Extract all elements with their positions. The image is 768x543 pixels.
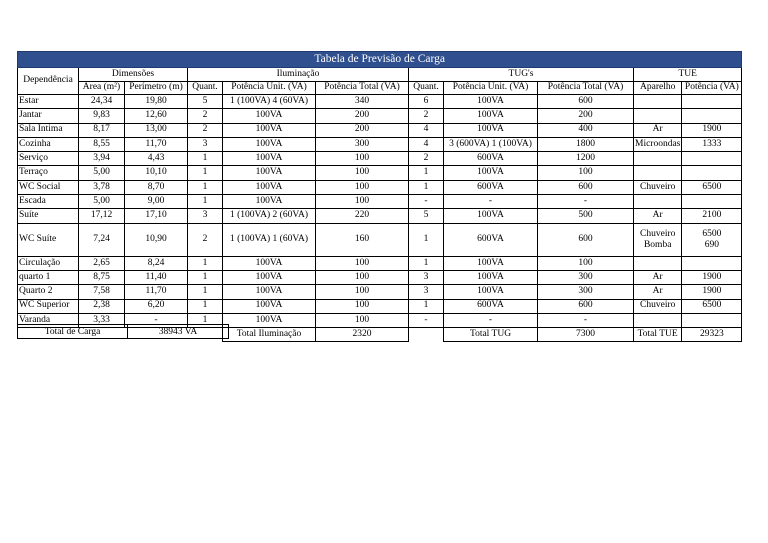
cell-pot-total-tug: 600 — [538, 223, 634, 256]
cell-aparelho: Ar — [634, 123, 682, 137]
table-row — [18, 152, 742, 166]
cell-aparelho — [634, 256, 682, 270]
cell-potencia-tue: 6500 — [682, 299, 742, 313]
table-row — [18, 123, 742, 137]
cell-quant-tug: 3 — [409, 270, 444, 284]
total-tug-label: Total TUG — [444, 328, 538, 342]
cell-pot-unit-tug: 100VA — [444, 270, 538, 284]
cell-pot-unit-iluminacao: 100VA — [223, 299, 316, 313]
cell-pot-unit-tug: 100VA — [444, 109, 538, 123]
cell-aparelho-line: Bomba — [643, 239, 672, 250]
cell-aparelho — [634, 95, 682, 109]
cell-dependencia: WC Suíte — [18, 223, 79, 256]
cell-potencia-tue: 6500 — [682, 180, 742, 194]
cell-dependencia: Terraço — [18, 166, 79, 180]
cell-pot-total-tug: 300 — [538, 270, 634, 284]
cell-dependencia: Cozinha — [18, 137, 79, 151]
total-tue-label: Total TUE — [634, 328, 682, 342]
cell-aparelho: Ar — [634, 209, 682, 223]
cell-pot-total-iluminacao: 100 — [316, 270, 409, 284]
table-row — [18, 209, 742, 223]
cell-pot-unit-iluminacao: 100VA — [223, 180, 316, 194]
cell-aparelho — [634, 195, 682, 209]
cell-aparelho — [634, 152, 682, 166]
cell-quant-iluminacao: 1 — [188, 313, 223, 327]
cell-potencia-tue: 2100 — [682, 209, 742, 223]
cell-area: 9,83 — [79, 109, 125, 123]
cell-potencia-tue — [682, 195, 742, 209]
cell-area: 2,65 — [79, 256, 125, 270]
cell-pot-unit-iluminacao: 100VA — [223, 195, 316, 209]
total-iluminacao-label: Total Iluminação — [223, 328, 316, 342]
cell-perimetro: 13,00 — [125, 123, 188, 137]
cell-perimetro: 12,60 — [125, 109, 188, 123]
cell-pot-total-tug: - — [538, 195, 634, 209]
cell-quant-tug: 2 — [409, 109, 444, 123]
cell-dependencia: Estar — [18, 95, 79, 109]
cell-quant-iluminacao: 1 — [188, 195, 223, 209]
cell-dependencia: Escada — [18, 195, 79, 209]
cell-quant-iluminacao: 1 — [188, 166, 223, 180]
cell-aparelho — [634, 109, 682, 123]
header-perimetro: Perímetro (m) — [125, 81, 188, 95]
cell-pot-unit-iluminacao: 100VA — [223, 152, 316, 166]
cell-aparelho: Chuveiro — [634, 299, 682, 313]
cell-pot-unit-tug: 100VA — [444, 166, 538, 180]
cell-quant-tug: 1 — [409, 166, 444, 180]
cell-area: 5,00 — [79, 195, 125, 209]
cell-area: 8,55 — [79, 137, 125, 151]
header-tugs: TUG's — [409, 68, 634, 82]
cell-perimetro: 6,20 — [125, 299, 188, 313]
cell-potencia-tue: 1900 — [682, 123, 742, 137]
cell-quant-iluminacao: 3 — [188, 209, 223, 223]
cell-quant-tug: 6 — [409, 95, 444, 109]
header-tue: TUE — [634, 68, 742, 82]
cell-potencia-tue — [682, 109, 742, 123]
header-pot-total-iluminacao: Potência Total (VA) — [316, 81, 409, 95]
cell-pot-total-tug: 500 — [538, 209, 634, 223]
cell-potencia-tue — [682, 166, 742, 180]
cell-pot-total-tug: 400 — [538, 123, 634, 137]
cell-dependencia: WC Superior — [18, 299, 79, 313]
cell-perimetro: 11,40 — [125, 270, 188, 284]
cell-pot-unit-tug: 600VA — [444, 180, 538, 194]
cell-pot-unit-iluminacao: 100VA — [223, 256, 316, 270]
cell-area: 3,78 — [79, 180, 125, 194]
cell-quant-tug: 3 — [409, 285, 444, 299]
cell-aparelho: Chuveiro — [634, 180, 682, 194]
cell-quant-tug: - — [409, 195, 444, 209]
header-quant-iluminacao: Quant. — [188, 81, 223, 95]
cell-quant-tug: 1 — [409, 299, 444, 313]
cell-quant-tug: 2 — [409, 152, 444, 166]
cell-pot-total-tug: 600 — [538, 180, 634, 194]
cell-pot-unit-tug: 3 (600VA) 1 (100VA) — [444, 137, 538, 151]
cell-perimetro: 9,00 — [125, 195, 188, 209]
cell-pot-unit-tug: 100VA — [444, 95, 538, 109]
cell-area: 7,58 — [79, 285, 125, 299]
cell-perimetro: 8,70 — [125, 180, 188, 194]
cell-potencia-tue — [682, 223, 742, 256]
cell-dependencia: Sala Intima — [18, 123, 79, 137]
cell-pot-unit-iluminacao: 100VA — [223, 285, 316, 299]
cell-perimetro: 8,24 — [125, 256, 188, 270]
cell-pot-total-iluminacao: 340 — [316, 95, 409, 109]
header-dependencia: Dependência — [18, 68, 79, 95]
table-row — [18, 195, 742, 209]
total-tue-value: 29323 — [682, 328, 742, 342]
cell-pot-unit-iluminacao: 100VA — [223, 313, 316, 327]
cell-pot-unit-iluminacao: 100VA — [223, 109, 316, 123]
cell-pot-total-iluminacao: 100 — [316, 195, 409, 209]
cell-perimetro: 17,10 — [125, 209, 188, 223]
cell-area: 3,33 — [79, 313, 125, 327]
cell-pot-total-tug: 100 — [538, 256, 634, 270]
totals-gap — [409, 328, 444, 342]
table-row — [18, 95, 742, 109]
cell-potencia-tue — [682, 95, 742, 109]
total-tug-value: 7300 — [538, 328, 634, 342]
cell-pot-unit-tug: 600VA — [444, 223, 538, 256]
header-pot-total-tug: Potência Total (VA) — [538, 81, 634, 95]
cell-potencia-tue — [682, 256, 742, 270]
cell-potencia-tue-line: 690 — [704, 239, 720, 250]
total-carga-table — [17, 324, 229, 339]
header-quant-tug: Quant. — [409, 81, 444, 95]
cell-aparelho: Microondas — [634, 137, 682, 151]
cell-potencia-tue-line: 6500 — [702, 228, 722, 239]
cell-quant-iluminacao: 1 — [188, 180, 223, 194]
cell-dependencia: Jantar — [18, 109, 79, 123]
cell-area: 2,38 — [79, 299, 125, 313]
cell-quant-tug: - — [409, 313, 444, 327]
header-iluminacao: Iluminação — [188, 68, 409, 82]
cell-pot-total-tug: 300 — [538, 285, 634, 299]
cell-pot-unit-tug: 100VA — [444, 209, 538, 223]
cell-dependencia: WC Social — [18, 180, 79, 194]
cell-pot-total-tug: - — [538, 313, 634, 327]
table-row — [18, 270, 742, 284]
cell-quant-iluminacao: 1 — [188, 285, 223, 299]
table-row — [18, 166, 742, 180]
table-row — [18, 180, 742, 194]
table-row — [18, 109, 742, 123]
cell-dependencia: Quarto 2 — [18, 285, 79, 299]
cell-dependencia: Circulação — [18, 256, 79, 270]
cell-perimetro: 19,80 — [125, 95, 188, 109]
table-row — [18, 299, 742, 313]
cell-quant-iluminacao: 1 — [188, 270, 223, 284]
cell-pot-total-tug: 200 — [538, 109, 634, 123]
cell-pot-total-iluminacao: 200 — [316, 123, 409, 137]
cell-pot-unit-iluminacao: 100VA — [223, 137, 316, 151]
cell-perimetro: 10,90 — [125, 223, 188, 256]
cell-pot-unit-iluminacao: 100VA — [223, 270, 316, 284]
cell-pot-total-iluminacao: 100 — [316, 180, 409, 194]
cell-quant-tug: 4 — [409, 137, 444, 151]
table-row — [18, 285, 742, 299]
cell-quant-tug: 4 — [409, 123, 444, 137]
cell-pot-unit-tug: 100VA — [444, 123, 538, 137]
cell-potencia-tue: 1900 — [682, 270, 742, 284]
cell-quant-iluminacao: 1 — [188, 152, 223, 166]
header-potencia-tue: Potência (VA) — [682, 81, 742, 95]
cell-pot-total-iluminacao: 100 — [316, 152, 409, 166]
cell-pot-unit-iluminacao: 1 (100VA) 1 (60VA) — [223, 223, 316, 256]
cell-perimetro: 11,70 — [125, 285, 188, 299]
cell-area: 24,34 — [79, 95, 125, 109]
cell-pot-total-tug: 1200 — [538, 152, 634, 166]
cell-dependencia: quarto 1 — [18, 270, 79, 284]
cell-quant-iluminacao: 2 — [188, 223, 223, 256]
cell-aparelho: Ar — [634, 285, 682, 299]
cell-pot-total-tug: 1800 — [538, 137, 634, 151]
cell-potencia-tue — [682, 152, 742, 166]
cell-pot-total-iluminacao: 100 — [316, 166, 409, 180]
cell-quant-tug: 1 — [409, 223, 444, 256]
cell-perimetro: 4,43 — [125, 152, 188, 166]
cell-dependencia: Varanda — [18, 313, 79, 327]
cell-pot-total-iluminacao: 100 — [316, 299, 409, 313]
cell-aparelho-line: Chuveiro — [640, 228, 676, 239]
total-carga-label: Total de Carga — [18, 325, 128, 339]
cell-pot-total-tug: 100 — [538, 166, 634, 180]
cell-pot-total-iluminacao: 100 — [316, 313, 409, 327]
cell-pot-total-tug: 600 — [538, 299, 634, 313]
cell-dependencia: Suíte — [18, 209, 79, 223]
cell-quant-iluminacao: 3 — [188, 137, 223, 151]
cell-area: 3,94 — [79, 152, 125, 166]
cell-area: 5,00 — [79, 166, 125, 180]
total-iluminacao-value: 2320 — [316, 328, 409, 342]
table-row — [18, 256, 742, 270]
cell-quant-iluminacao: 2 — [188, 123, 223, 137]
cell-aparelho — [634, 166, 682, 180]
cell-pot-unit-tug: 100VA — [444, 256, 538, 270]
cell-quant-iluminacao: 1 — [188, 299, 223, 313]
cell-potencia-tue: 1900 — [682, 285, 742, 299]
cell-aparelho: Ar — [634, 270, 682, 284]
table-row — [18, 137, 742, 151]
cell-pot-unit-iluminacao: 100VA — [223, 166, 316, 180]
cell-pot-unit-tug: 600VA — [444, 299, 538, 313]
cell-pot-unit-tug: - — [444, 195, 538, 209]
cell-pot-total-iluminacao: 220 — [316, 209, 409, 223]
header-area: Area (m²) — [79, 81, 125, 95]
cell-dependencia: Serviço — [18, 152, 79, 166]
cell-aparelho — [634, 223, 682, 256]
header-pot-unit-iluminacao: Potência Unit. (VA) — [223, 81, 316, 95]
total-carga-value: 38943 VA — [128, 325, 229, 339]
cell-potencia-tue: 1333 — [682, 137, 742, 151]
cell-quant-iluminacao: 5 — [188, 95, 223, 109]
cell-pot-total-iluminacao: 300 — [316, 137, 409, 151]
cell-pot-total-tug: 600 — [538, 95, 634, 109]
cell-pot-total-iluminacao: 160 — [316, 223, 409, 256]
header-dimensoes: Dimensões — [79, 68, 188, 82]
cell-quant-tug: 1 — [409, 180, 444, 194]
load-forecast-table — [17, 51, 742, 342]
cell-quant-tug: 1 — [409, 256, 444, 270]
cell-pot-unit-tug: 100VA — [444, 285, 538, 299]
cell-pot-unit-iluminacao: 1 (100VA) 4 (60VA) — [223, 95, 316, 109]
cell-area: 8,17 — [79, 123, 125, 137]
cell-pot-unit-iluminacao: 1 (100VA) 2 (60VA) — [223, 209, 316, 223]
cell-perimetro: 10,10 — [125, 166, 188, 180]
header-pot-unit-tug: Potência Unit. (VA) — [444, 81, 538, 95]
cell-pot-unit-tug: 600VA — [444, 152, 538, 166]
cell-area: 8,75 — [79, 270, 125, 284]
cell-pot-unit-iluminacao: 100VA — [223, 123, 316, 137]
cell-potencia-tue — [682, 313, 742, 327]
cell-area: 17,12 — [79, 209, 125, 223]
cell-area: 7,24 — [79, 223, 125, 256]
table-title: Tabela de Previsão de Carga — [18, 52, 742, 68]
cell-pot-total-iluminacao: 200 — [316, 109, 409, 123]
cell-quant-iluminacao: 1 — [188, 256, 223, 270]
cell-perimetro: 11,70 — [125, 137, 188, 151]
cell-pot-total-iluminacao: 100 — [316, 285, 409, 299]
cell-quant-iluminacao: 2 — [188, 109, 223, 123]
cell-pot-unit-tug: - — [444, 313, 538, 327]
cell-quant-tug: 5 — [409, 209, 444, 223]
header-aparelho: Aparelho — [634, 81, 682, 95]
table-row — [18, 223, 742, 256]
cell-perimetro: - — [125, 313, 188, 327]
cell-aparelho — [634, 313, 682, 327]
cell-pot-total-iluminacao: 100 — [316, 256, 409, 270]
